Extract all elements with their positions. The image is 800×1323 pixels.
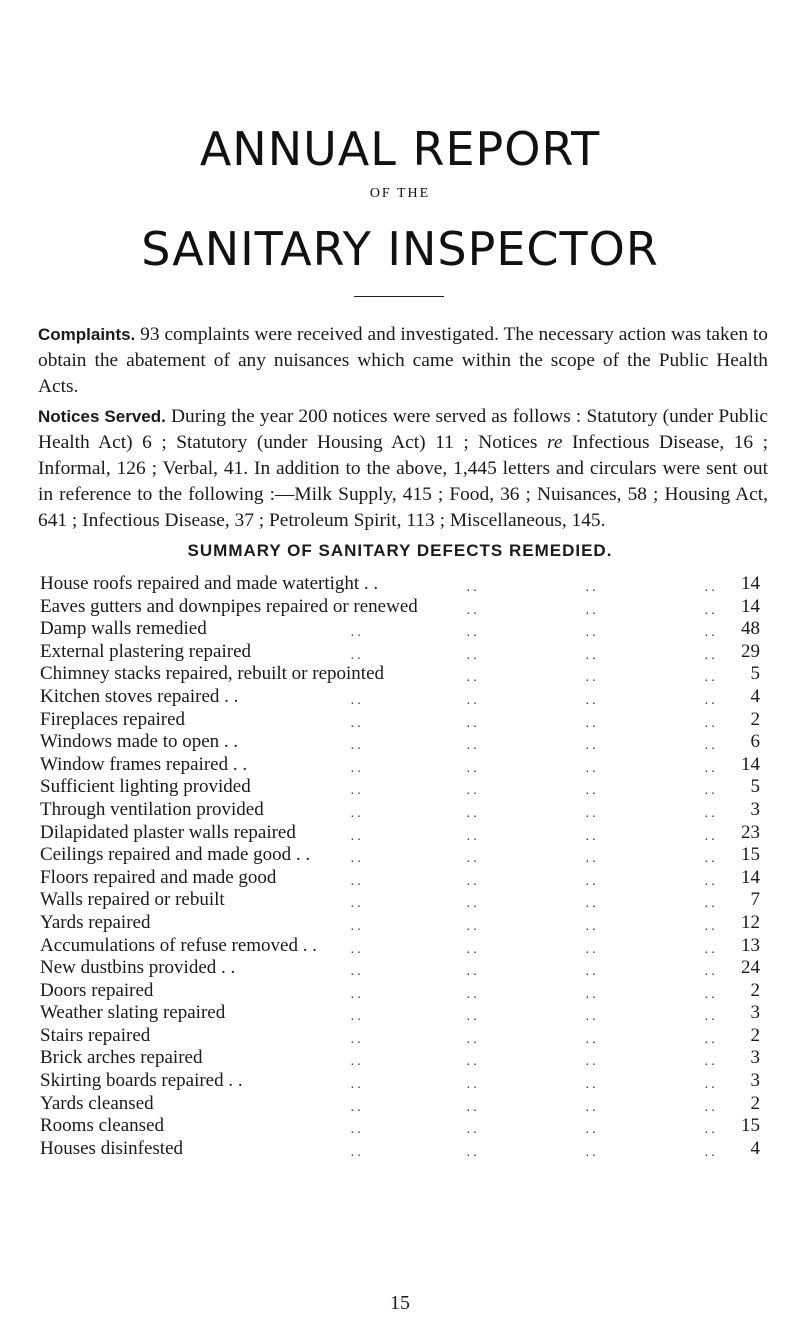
defect-count: 12: [741, 911, 760, 933]
dot-leader: ··: [350, 764, 364, 780]
dot-leader: ··: [585, 1081, 599, 1097]
defect-row: [40, 821, 760, 848]
defect-count: 14: [741, 866, 760, 888]
dot-leader: ··: [350, 922, 364, 938]
defect-label: New dustbins provided . .: [40, 957, 236, 979]
defect-row: [40, 1070, 760, 1097]
dot-leader: ··: [704, 990, 718, 1006]
defect-label: Accumulations of refuse removed . .: [40, 934, 317, 956]
report-title: ANNUAL REPORT: [199, 122, 601, 176]
dot-leader: ··: [350, 742, 364, 758]
defect-row: [40, 595, 760, 622]
defect-count: 4: [750, 1137, 760, 1159]
defect-label: Sufficient lighting provided: [40, 776, 251, 798]
dot-leader: ··: [466, 877, 480, 893]
dot-leader: ··: [704, 900, 718, 916]
defect-row: [40, 979, 760, 1006]
defect-row: [40, 934, 760, 961]
dot-leader: ··: [350, 855, 364, 871]
dot-leader: ··: [350, 1081, 364, 1097]
defect-label: Windows made to open . .: [40, 731, 239, 753]
defect-label: Rooms cleansed: [40, 1115, 165, 1137]
defect-row: [40, 957, 760, 984]
dot-leader: ··: [466, 922, 480, 938]
page-number: 15: [390, 1292, 410, 1314]
dot-leader: ··: [704, 922, 718, 938]
defect-label: Ceilings repaired and made good . .: [40, 844, 311, 866]
dot-leader: ··: [466, 1035, 480, 1051]
dot-leader: ··: [585, 809, 599, 825]
defect-count: 3: [750, 798, 760, 820]
defect-count: 6: [750, 731, 760, 753]
dot-leader: ··: [350, 1013, 364, 1029]
defect-count: 24: [741, 957, 760, 979]
dot-leader: ··: [585, 606, 599, 622]
dot-leader: ··: [585, 696, 599, 712]
defect-row: [40, 573, 760, 599]
dot-leader: ··: [704, 742, 718, 758]
dot-leader: ··: [704, 674, 718, 690]
dot-leader: ··: [466, 809, 480, 825]
defect-count: 15: [741, 1115, 760, 1137]
defect-count: 3: [750, 1070, 760, 1092]
defect-label: Walls repaired or rebuilt: [40, 889, 225, 911]
defect-count: 15: [741, 844, 760, 866]
dot-leader: ··: [585, 922, 599, 938]
dot-leader: ··: [466, 1126, 480, 1142]
complaints-paragraph: [38, 322, 768, 400]
dot-leader: ··: [350, 968, 364, 984]
dot-leader: ··: [704, 1013, 718, 1029]
dot-leader: ··: [704, 787, 718, 803]
defect-row: [40, 663, 760, 690]
defect-count: 2: [750, 979, 760, 1001]
dot-leader: ··: [466, 674, 480, 690]
dot-leader: ··: [585, 629, 599, 645]
complaints-heading: Complaints.: [38, 325, 136, 344]
summary-heading: SUMMARY OF SANITARY DEFECTS REMEDIED.: [187, 541, 613, 560]
dot-leader: ··: [466, 764, 480, 780]
dot-leader: ··: [704, 764, 718, 780]
defect-label: Houses disinfested: [40, 1137, 184, 1159]
dot-leader: ··: [350, 1103, 364, 1119]
notices-text-1: During the year 200 notices were served as follows : Statutory (under Public Health Act) 6 ; Statutory (under Housing Act) 11 ; Notices: [38, 406, 768, 453]
title-connector: OF THE: [369, 186, 431, 201]
defect-row: [40, 911, 760, 938]
defect-label: External plastering repaired: [40, 640, 252, 662]
defect-label: Kitchen stoves repaired . .: [40, 685, 239, 707]
dot-leader: ··: [704, 696, 718, 712]
defect-count: 14: [741, 573, 760, 594]
defect-row: [40, 685, 760, 712]
defect-row: [40, 1024, 760, 1051]
defect-row: [40, 1137, 760, 1164]
defect-label: Yards cleansed: [40, 1092, 154, 1114]
dot-leader: ··: [466, 742, 480, 758]
notices-re: re: [547, 432, 563, 453]
defect-label: Window frames repaired . .: [40, 753, 248, 775]
dot-leader: ··: [350, 832, 364, 848]
dot-leader: ··: [704, 629, 718, 645]
dot-leader: ··: [466, 584, 480, 599]
dot-leader: ··: [466, 1081, 480, 1097]
defect-row: [40, 731, 760, 758]
dot-leader: ··: [350, 900, 364, 916]
dot-leader: ··: [704, 1058, 718, 1074]
dot-leader: ··: [704, 877, 718, 893]
dot-leader: ··: [585, 1058, 599, 1074]
dot-leader: ··: [466, 787, 480, 803]
dot-leader: ··: [350, 1126, 364, 1142]
defect-row: [40, 776, 760, 803]
dot-leader: ··: [350, 990, 364, 1006]
complaints-text: 93 complaints were received and investigated. The necessary action was taken to obtain the abatement of any nuisances which came within the scope of the Public Health Acts.: [38, 324, 768, 397]
defect-label: Chimney stacks repaired, rebuilt or repointed: [40, 663, 385, 685]
defect-row: [40, 708, 760, 735]
dot-leader: ··: [704, 945, 718, 961]
defect-row: [40, 753, 760, 780]
dot-leader: ··: [466, 832, 480, 848]
dot-leader: ··: [466, 1058, 480, 1074]
dot-leader: ··: [466, 1148, 480, 1164]
dot-leader: ··: [585, 719, 599, 735]
dot-leader: ··: [350, 719, 364, 735]
dot-leader: ··: [704, 719, 718, 735]
dot-leader: ··: [585, 742, 599, 758]
dot-leader: ··: [704, 1081, 718, 1097]
defect-count: 3: [750, 1002, 760, 1024]
dot-leader: ··: [585, 945, 599, 961]
defect-row: [40, 866, 760, 893]
dot-leader: ··: [350, 1148, 364, 1164]
defect-label: Dilapidated plaster walls repaired: [40, 821, 296, 843]
dot-leader: ··: [350, 1035, 364, 1051]
defect-row: [40, 1115, 760, 1142]
dot-leader: ··: [585, 1126, 599, 1142]
defect-label: Through ventilation provided: [40, 798, 264, 820]
defect-row: [40, 798, 760, 825]
dot-leader: ··: [466, 1013, 480, 1029]
report-subtitle: SANITARY INSPECTOR: [141, 222, 659, 276]
defect-count: 3: [750, 1047, 760, 1069]
dot-leader: ··: [466, 968, 480, 984]
defect-row: [40, 1002, 760, 1029]
dot-leader: ··: [585, 968, 599, 984]
defect-count: 14: [741, 753, 760, 775]
defect-count: 5: [750, 663, 760, 685]
dot-leader: ··: [585, 900, 599, 916]
defect-row: [40, 844, 760, 871]
dot-leader: ··: [704, 832, 718, 848]
defect-label: Skirting boards repaired . .: [40, 1070, 243, 1092]
defect-row: [40, 640, 760, 667]
dot-leader: ··: [466, 900, 480, 916]
defect-label: Fireplaces repaired: [40, 708, 186, 730]
dot-leader: ··: [350, 651, 364, 667]
defect-label: Stairs repaired: [40, 1024, 151, 1046]
dot-leader: ··: [585, 674, 599, 690]
defect-row: [40, 1092, 760, 1119]
dot-leader: ··: [466, 651, 480, 667]
dot-leader: ··: [466, 855, 480, 871]
dot-leader: ··: [585, 764, 599, 780]
defect-row: [40, 618, 760, 645]
defect-label: Yards repaired: [40, 911, 151, 933]
dot-leader: ··: [704, 855, 718, 871]
dot-leader: ··: [350, 787, 364, 803]
dot-leader: ··: [585, 1103, 599, 1119]
dot-leader: ··: [585, 584, 599, 599]
notices-heading: Notices Served.: [38, 407, 166, 426]
dot-leader: ··: [704, 1148, 718, 1164]
dot-leader: ··: [585, 1148, 599, 1164]
dot-leader: ··: [704, 968, 718, 984]
dot-leader: ··: [585, 651, 599, 667]
dot-leader: ··: [466, 606, 480, 622]
defect-count: 7: [750, 889, 760, 911]
dot-leader: ··: [466, 1103, 480, 1119]
dot-leader: ··: [350, 629, 364, 645]
defect-label: Eaves gutters and downpipes repaired or renewed: [40, 595, 418, 617]
defect-count: 2: [750, 708, 760, 730]
defect-count: 5: [750, 776, 760, 798]
defect-count: 29: [741, 640, 760, 662]
dot-leader: ··: [704, 651, 718, 667]
dot-leader: ··: [350, 809, 364, 825]
defect-count: 13: [741, 934, 760, 956]
notices-text-2: Infectious Disease, 16 ; Informal, 126 ; Verbal, 41. In addition to the above, 1,445 letters and circulars were sent out in reference to the following :—Milk Supply, 415 ; Food, 36 ; Nuisances, 58 ; Housing Act, 641 ; Infectious Disease, 37 ; Petroleum Spirit, 113 ; Miscellaneous, 145.: [38, 432, 768, 531]
dot-leader: ··: [704, 606, 718, 622]
defect-label: Brick arches repaired: [40, 1047, 203, 1069]
defect-row: [40, 889, 760, 916]
defect-label: Weather slating repaired: [40, 1002, 226, 1024]
dot-leader: ··: [585, 832, 599, 848]
dot-leader: ··: [704, 809, 718, 825]
title-divider: [354, 296, 444, 297]
dot-leader: ··: [585, 990, 599, 1006]
dot-leader: ··: [466, 629, 480, 645]
dot-leader: ··: [350, 945, 364, 961]
dot-leader: ··: [350, 877, 364, 893]
dot-leader: ··: [704, 1126, 718, 1142]
dot-leader: ··: [585, 877, 599, 893]
dot-leader: ··: [704, 1103, 718, 1119]
dot-leader: ··: [704, 1035, 718, 1051]
dot-leader: ··: [466, 696, 480, 712]
dot-leader: ··: [585, 855, 599, 871]
dot-leader: ··: [585, 1013, 599, 1029]
defect-label: Doors repaired: [40, 979, 154, 1001]
defects-list: [40, 573, 760, 1164]
dot-leader: ··: [466, 990, 480, 1006]
defect-row: [40, 1047, 760, 1074]
defect-count: 48: [741, 618, 760, 640]
dot-leader: ··: [585, 787, 599, 803]
defect-count: 23: [741, 821, 760, 843]
dot-leader: ··: [466, 945, 480, 961]
defect-label: Floors repaired and made good: [40, 866, 277, 888]
dot-leader: ··: [466, 719, 480, 735]
defect-count: 2: [750, 1092, 760, 1114]
defect-label: Damp walls remedied: [40, 618, 207, 640]
notices-paragraph: [38, 404, 768, 534]
defect-label: House roofs repaired and made watertight . .: [40, 573, 379, 594]
dot-leader: ··: [350, 696, 364, 712]
dot-leader: ··: [585, 1035, 599, 1051]
defect-count: 2: [750, 1024, 760, 1046]
dot-leader: ··: [704, 584, 718, 599]
defect-count: 4: [750, 685, 760, 707]
dot-leader: ··: [350, 1058, 364, 1074]
defect-count: 14: [741, 595, 760, 617]
